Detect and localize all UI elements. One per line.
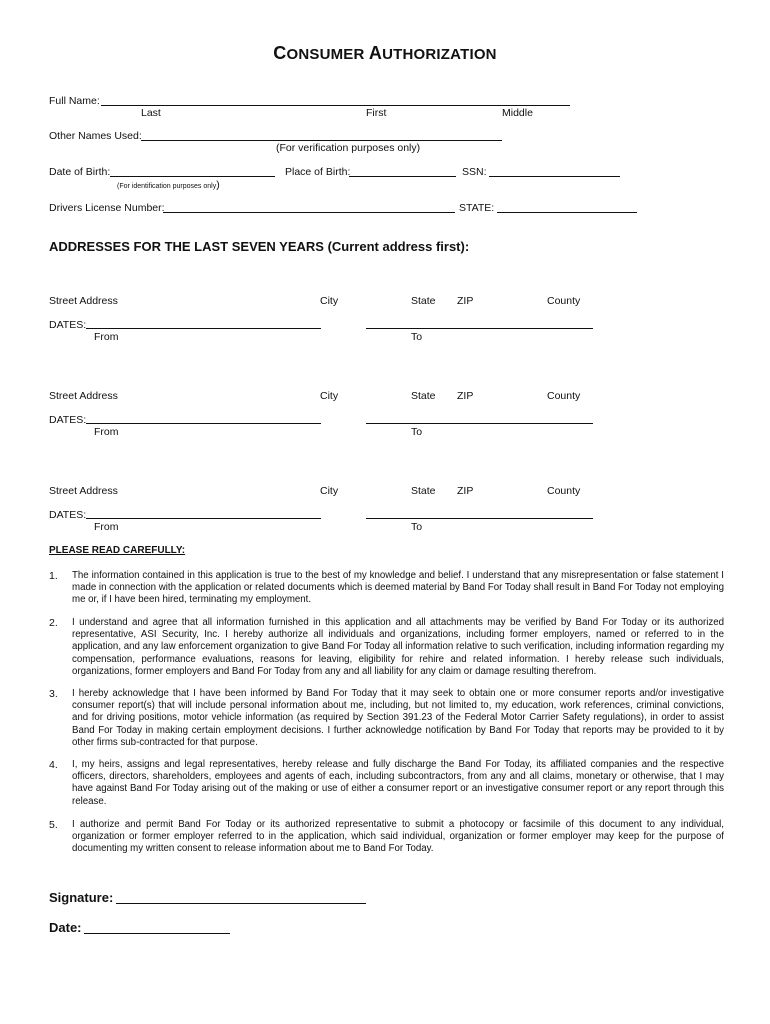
to-caption: To <box>411 331 423 343</box>
state-col-label: State <box>411 485 436 497</box>
signature-field[interactable] <box>116 903 366 904</box>
from-caption: From <box>94 331 119 343</box>
to-date-field[interactable] <box>366 423 593 424</box>
city-label: City <box>320 390 339 402</box>
drivers-license-field[interactable] <box>163 212 455 213</box>
item-text: The information contained in this application is true to the best of my knowledge and belief. I understand that any misrepresentation or false statement I made in connection with the application or related documents which is deemed material by Band For Today shall result in Band For Today not employing me or, if I have been hired, terminating my employment. <box>72 570 724 606</box>
ssn-label: SSN: <box>462 166 487 178</box>
street-address-label: Street Address <box>49 485 118 497</box>
county-label: County <box>547 295 581 307</box>
item-number: 2. <box>49 617 58 629</box>
from-date-field[interactable] <box>86 423 321 424</box>
dob-field[interactable] <box>110 176 275 177</box>
to-date-field[interactable] <box>366 518 593 519</box>
state-label: STATE: <box>459 202 495 214</box>
first-name-caption: First <box>366 107 387 119</box>
from-date-field[interactable] <box>86 518 321 519</box>
read-carefully-heading: PLEASE READ CAREFULLY: <box>49 545 186 556</box>
item-text: I authorize and permit Band For Today or its authorized representative to submit a photocopy or facsimile of this document to any individual, organization or former employer referred to in the application, which said individual, organization or former employer may keep for the purpose of documenting my written consent to release information about me to Band For Today. <box>72 819 724 855</box>
zip-label: ZIP <box>457 295 474 307</box>
to-caption: To <box>411 521 423 533</box>
street-address-label: Street Address <box>49 295 118 307</box>
ssn-field[interactable] <box>489 176 620 177</box>
county-label: County <box>547 390 581 402</box>
to-date-field[interactable] <box>366 328 593 329</box>
dates-label: DATES: <box>49 509 87 521</box>
verification-note: (For verification purposes only) <box>276 142 421 154</box>
middle-name-caption: Middle <box>502 107 533 119</box>
street-address-label: Street Address <box>49 390 118 402</box>
item-number: 3. <box>49 688 58 700</box>
place-of-birth-label: Place of Birth: <box>285 166 351 178</box>
date-field[interactable] <box>84 933 230 934</box>
zip-label: ZIP <box>457 485 474 497</box>
item-text: I, my heirs, assigns and legal representatives, hereby release and fully discharge the Band For Today, its affiliated companies and the respective officers, directors, shareholders, employees and agents of each, including subcontractors, from any and all claims, monetary or otherwise, that I may have against Band For Today arising out of the making or use of either a consumer report or an investigative consumer report or any report through this release. <box>72 759 724 807</box>
zip-label: ZIP <box>457 390 474 402</box>
item-number: 5. <box>49 819 58 831</box>
city-label: City <box>320 295 339 307</box>
dates-label: DATES: <box>49 319 87 331</box>
full-name-field[interactable] <box>101 105 570 106</box>
page-title: CONSUMER AUTHORIZATION <box>273 43 497 63</box>
state-col-label: State <box>411 390 436 402</box>
place-of-birth-field[interactable] <box>349 176 456 177</box>
other-names-label: Other Names Used: <box>49 130 142 142</box>
from-caption: From <box>94 426 119 438</box>
dob-label: Date of Birth: <box>49 166 111 178</box>
item-number: 1. <box>49 570 58 582</box>
dates-label: DATES: <box>49 414 87 426</box>
state-field[interactable] <box>497 212 637 213</box>
city-label: City <box>320 485 339 497</box>
item-text: I understand and agree that all information furnished in this application and all attachments may be verified by Band For Today or its authorized representative, ASI Security, Inc. I hereby authorize all individuals and organizations, including former employers, named or referred to in the application, and any law enforcement organization to give Band For Today all information relative to such verification, including information regarding my compensation, performance evaluations, reasons for leaving, eligibility for rehire and related information. I hereby release such individuals, organizations, former employers and Band For Today from any and all liability for any claim or damage resulting therefrom. <box>72 617 724 677</box>
from-date-field[interactable] <box>86 328 321 329</box>
date-label: Date: <box>49 920 82 935</box>
to-caption: To <box>411 426 423 438</box>
drivers-license-label: Drivers License Number: <box>49 202 165 214</box>
signature-label: Signature: <box>49 890 114 905</box>
addresses-heading: ADDRESSES FOR THE LAST SEVEN YEARS (Current address first): <box>49 239 470 254</box>
item-number: 4. <box>49 759 58 771</box>
full-name-label: Full Name: <box>49 95 100 107</box>
county-label: County <box>547 485 581 497</box>
last-name-caption: Last <box>141 107 161 119</box>
state-col-label: State <box>411 295 436 307</box>
from-caption: From <box>94 521 119 533</box>
item-text: I hereby acknowledge that I have been informed by Band For Today that it may seek to obtain one or more consumer reports and/or investigative consumer report(s) that will include personal information about me, including, but not limited to, my education, work references, criminal convictions, and for driving positions, motor vehicle information (as required by Section 391.23 of the Federal Motor Carrier Safety regulations), in order to assist Band For Today in making certain employment decisions. I further acknowledge notification by Band For Today that reports may be provided to it by other firms sub-contracted for that purpose. <box>72 688 724 748</box>
other-names-field[interactable] <box>141 140 502 141</box>
identification-note: (For identification purposes only) <box>117 179 220 191</box>
